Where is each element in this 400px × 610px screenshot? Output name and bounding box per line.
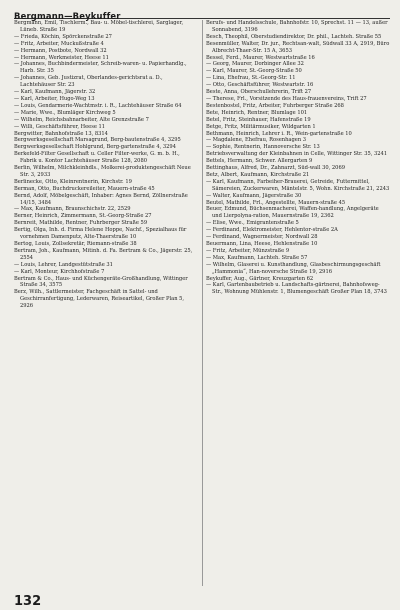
column-divider bbox=[202, 20, 203, 586]
directory-entry: Bettels, Hermann, Schwer. Allergarten 9 bbox=[206, 158, 313, 165]
directory-entry: — Elise, Wwe., Emigrantenstraße 5 bbox=[206, 220, 299, 227]
directory-entry: Betriebsverwaltung der Kleinbahnen in Celle, Wittinger Str. 35, 3241 bbox=[206, 151, 388, 158]
directory-entry: Bergwerksgesellschaft Hohlgrund, Berg-gartenstraße 4, 3294 bbox=[14, 144, 176, 151]
directory-entry: Bergwerksgesellschaft Marsagrund, Berg-bautenstraße 4, 3295 bbox=[14, 137, 181, 144]
directory-entry: — Max, Kaufmann, Lachteh. Straße 57 bbox=[206, 254, 308, 261]
directory-entry: — Karl, Maurer, St.-Georg-Straße 50 bbox=[206, 68, 302, 75]
directory-entry: Berlin, Wilhelm, Milchkleinhdls., Molkerei-produktengeschäft Neue Str. 3, 2933 bbox=[14, 165, 191, 178]
directory-entry: — Ferdinand, Wagnermeister, Nordwall 28 bbox=[206, 234, 318, 241]
directory-entry: Betz, Albert, Kaufmann, Kirchstraße 21 bbox=[206, 171, 310, 178]
directory-entry: — Lina, Ehefrau, St.-Georg-Str. 11 bbox=[206, 75, 296, 82]
directory-entry: — Karl, Gartenbaubetrieb u. Landschafts-gärtnerei, Bahnhofsweg-Str., Wohnung Mühlenstr. 1, Blumengeschäft Großer Plan 18, 3743 bbox=[206, 282, 387, 296]
directory-entry: Bessel, Ferd., Maurer, Westwartstraße 16 bbox=[206, 54, 315, 61]
directory-entry: — Fritz, Arbeiter, Münzstraße 9 bbox=[206, 247, 290, 254]
directory-entry: Besch, Theophil, Oberstudiendirektor, Dr. phil., Lachteh. Straße 55 bbox=[206, 33, 382, 40]
right-column bbox=[206, 20, 390, 586]
page-header bbox=[14, 4, 390, 19]
page-header-title: Bergmann—Beykuffer bbox=[14, 11, 121, 21]
directory-entry: — Frieda, Köchin, Spörckenstraße 27 bbox=[14, 33, 112, 40]
directory-entry: Bertram, Joh., Kaufmann, Mitinh. d. Fa. Bertram & Co., Jägerstr. 25, 2554 bbox=[14, 247, 193, 261]
directory-entry: Beykuffer, Aug., Gärtner, Kreuzgarten 62 bbox=[206, 275, 314, 282]
directory-entry: — Max, Kaufmann, Braunschichstr. 22, 2529 bbox=[14, 206, 131, 213]
directory-entry: Berlinecke, Otto, Kleinrentnerin, Kirchstr. 19 bbox=[14, 178, 132, 185]
page-number: 132 bbox=[14, 594, 42, 609]
directory-entry: Besenmüller, Walter, Dr. jur., Rechtsan-walt, Südwall 33 A, 2919, Büro Albrecht-Thaer-Str. 15 A, 3653 bbox=[206, 40, 390, 54]
directory-entry: Bestenbostel, Fritz, Arbeiter, Fuhrberger Straße 268 bbox=[206, 102, 344, 109]
left-column bbox=[14, 20, 198, 586]
page-footer bbox=[14, 590, 390, 609]
directory-entry: — Marie, Wwe., Blumläger Kirchweg 5 bbox=[14, 109, 116, 116]
directory-entry: Berufs- und Handelsschule, Bahnhofstr. 10, Sprechst. 11 — 13, außer Sonnabend, 3196 bbox=[206, 20, 388, 33]
directory-entry: Bernreit, Mathilde, Rentner, Fuhrberger Straße 59 bbox=[14, 220, 148, 227]
directory-entry: Beuer, Edmund, Büchsenmacherei, Waffen-handlung, Angelgeräte und Lierpolyna-ration, Mauernstraße 19, 2362 bbox=[206, 206, 379, 220]
directory-entry: Bete, Heinrich, Rentner, Blumlage 101 bbox=[206, 109, 308, 116]
directory-entry: — Sophie, Rentnerin, Hannoversche Str. 13 bbox=[206, 144, 320, 151]
directory-entry: Bernd, Adolf, Möbelgeschäft, Inhaber: Agnes Bernd, Zöllnerstraße 14/15, 3484 bbox=[14, 192, 188, 206]
directory-entry: Bethmann, Heinrich, Lehrer i. R., Wein-gartenstraße 10 bbox=[206, 130, 352, 137]
directory-columns bbox=[14, 20, 390, 586]
directory-entry: — Therese, Frl., Vorsitzende des Haus-frauenvereins, Trift 27 bbox=[206, 95, 367, 102]
directory-entry: — Johannes, Geb. Justizrat, Oberlandes-gerichtsrat a. D., Lachtehäuser Str. 23 bbox=[14, 75, 163, 89]
directory-entry: — Ferdinand, Elektromeister, Hehlentor-straße 2A bbox=[206, 227, 338, 234]
directory-entry: — Louis, Gendarmerie-Wachtmstr. i. R., Lachtehäuser Straße 64 bbox=[14, 102, 182, 109]
directory-entry: — Walter, Kaufmann, Jägerstraße 30 bbox=[206, 192, 302, 199]
directory-entry: — Karl, Arbeiter, Hugo-Weg 13 bbox=[14, 95, 95, 102]
directory-entry: Berz, Wilh., Sattlermeister, Fachgeschäft in Sattel- und Geschirranfertigung, Lederwaren, Reiseartikel, Großer Plan 5, 2926 bbox=[14, 289, 185, 310]
directory-entry: — Hermann, Werkmeister, Heese 11 bbox=[14, 54, 109, 61]
directory-entry: — Wilhelm, Reichsbahnarbeiter, Alte Grenzstraße 7 bbox=[14, 116, 149, 123]
directory-entry: Betel, Fritz, Steinhauer, Hafenstraße 19 bbox=[206, 116, 311, 123]
directory-entry: Bergwitter, Bahnhofstraße 13, 8314 bbox=[14, 130, 108, 137]
directory-entry: — Hermann, Postbote, Nordwall 32 bbox=[14, 47, 107, 54]
directory-entry: — Wilhelm, Glaserei u. Kunsthandlung, Glasbeschirmungsgeschäft „Hammonia“, Han-noversche Straße 19, 2916 bbox=[206, 261, 381, 275]
directory-entry: Berman, Otto, Buchdruckereileiter, Mauern-straße 45 bbox=[14, 185, 155, 192]
directory-entry: Bergmann, Emil, Tischlerm., Bau- u. Möbel-tischlerei, Sarglager, Lüneb. Straße 19 bbox=[14, 20, 184, 33]
directory-entry: — Karl, Monteur, Kirchhofstraße 7 bbox=[14, 268, 105, 275]
directory-entry: Bertram & Co., Haus- und Küchengeräte-Großhandlung, Wittinger Straße 34, 3575 bbox=[14, 275, 188, 289]
directory-entry: — Karl, Kaufmann, Farbeiher-Brauerei, Getreide, Futtermittel, Sämereien, Zuckerwaren, Mäntelstr. 5, Wohn. Kirchstraße 21, 2243 bbox=[206, 178, 390, 192]
directory-entry: — Magdalene, Ehefrau, Rosenhagen 3 bbox=[206, 137, 307, 144]
directory-entry: Bettinghaus, Alfred, Dr., Zahnarzt, Süd-wall 30, 2069 bbox=[206, 165, 345, 172]
directory-entry: — Fritz, Arbeiter, Muckußstraße 4 bbox=[14, 40, 104, 47]
directory-entry: — Louis, Lehrer, Landgestütstraße 31 bbox=[14, 261, 113, 268]
directory-entry: Beuermann, Lina, Heese, Hehlenstraße 10 bbox=[206, 241, 318, 247]
directory-entry: — Karl, Kaufmann, Jägerstr. 32 bbox=[14, 89, 96, 96]
directory-entry: Berkefeld-Filter Gesellschaft u. Celler Filter-werke, G. m. b. H., Fabrik u. Kontor Lachtehäuser Straße 128, 2080 bbox=[14, 151, 180, 165]
directory-entry: — Willi, Geschäftsführer, Heese 11 bbox=[14, 123, 106, 130]
directory-entry: — Otto, Geschäftsführer, Westwartstr. 16 bbox=[206, 82, 314, 89]
directory-entry: Betge, Fritz, Militärmusiker, Wildgarten 1 bbox=[206, 123, 316, 130]
directory-entry: — Johannes, Buchbindermeister, Schreib-waren- u. Papierhandlg., Harb. Str. 35 bbox=[14, 61, 187, 75]
directory-entry: Berner, Heinrich, Zimmermann, St.-Georg-Straße 27 bbox=[14, 213, 152, 220]
directory-entry: Bertig, Olga, Inh. d. Firma Helene Hoppe, Nachf., Spezialhaus für vornehmen Damenputz, Alte-Thaerstraße 10 bbox=[14, 227, 187, 241]
directory-entry: Beutel, Mathilde, Frl., Angestellte, Mauern-straße 45 bbox=[206, 199, 346, 206]
directory-entry: — Georg, Maurer, Dorbinger Allee 32 bbox=[206, 61, 304, 68]
directory-entry: Bertog, Louis, Zollsekretär, Riemann-straße 38 bbox=[14, 241, 137, 247]
directory-entry: Beste, Anna, Oberschullehrerin, Trift 27 bbox=[206, 89, 312, 96]
